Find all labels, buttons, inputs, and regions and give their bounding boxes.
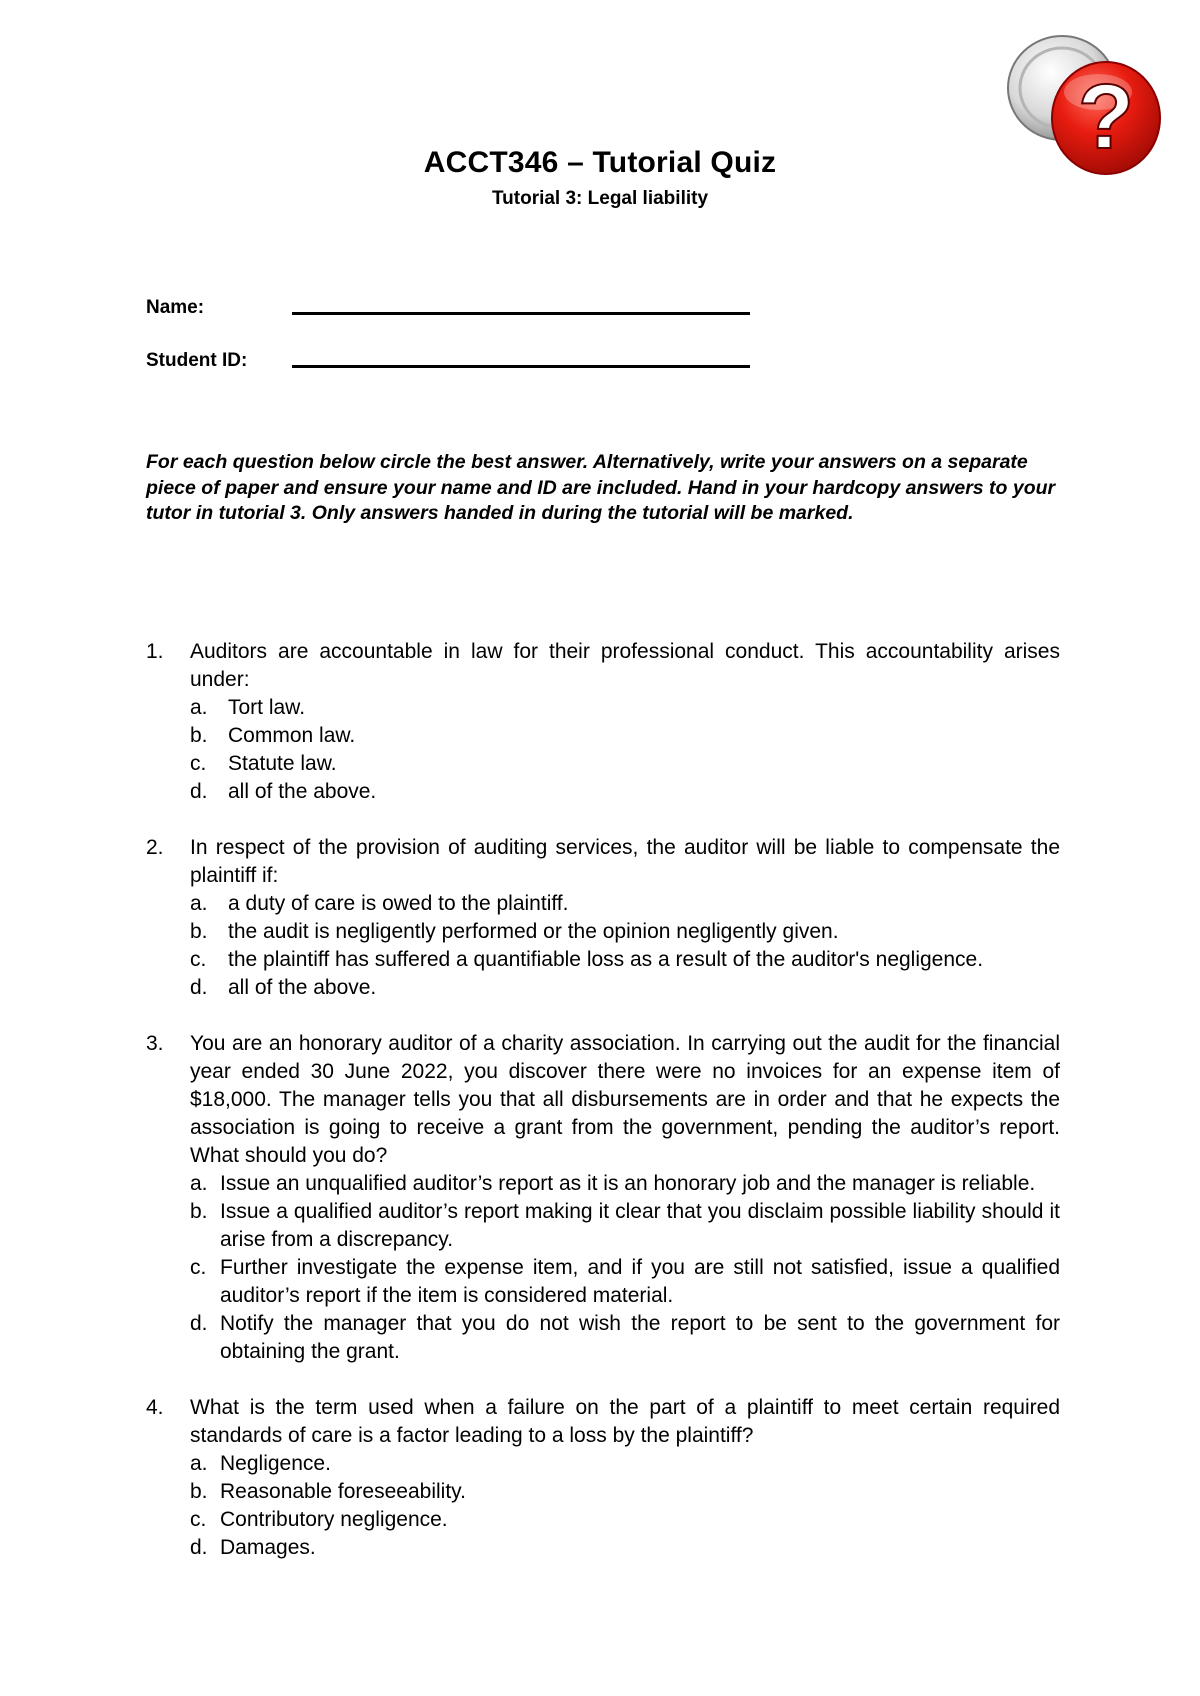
question-text: You are an honorary auditor of a charity association. In carrying out the audit for the financial year ended 30 June 2022, you discover there were no invoices for an expense item of $18,000. The manager tells you that all disbursements are in order and that he expects the association is going to receive a grant from the government, pending the auditor’s report. What should you do?: [190, 1032, 1060, 1167]
option-3c[interactable]: [190, 1254, 1060, 1310]
option-text: Issue a qualified auditor’s report making it clear that you disclaim possible liability should it arise from a discrepancy.: [220, 1200, 1060, 1251]
option-letter: a.: [190, 1452, 208, 1475]
option-2b[interactable]: [190, 918, 1060, 946]
option-letter: d.: [190, 976, 208, 999]
name-label: Name:: [146, 297, 205, 318]
option-4c[interactable]: [190, 1506, 1060, 1534]
instructions: For each question below circle the best answer. Alternatively, write your answers on a separate piece of paper and ensure your name and ID are included. Hand in your hardcopy answers to your tutor in tutorial 3. Only answers handed in during the tutorial will be marked.: [146, 451, 1056, 524]
option-4a[interactable]: [190, 1450, 1060, 1478]
question-list: [146, 638, 1060, 1590]
option-letter: c.: [190, 948, 207, 971]
question-2: [146, 834, 1060, 1002]
option-letter: d.: [190, 780, 208, 803]
option-letter: b.: [190, 920, 208, 943]
option-letter: b.: [190, 1480, 208, 1503]
option-letter: a.: [190, 696, 208, 719]
question-number: 3.: [146, 1032, 164, 1055]
option-1c[interactable]: [190, 750, 1060, 778]
question-text: Auditors are accountable in law for their professional conduct. This accountability arises under:: [190, 640, 1060, 691]
question-4: [146, 1394, 1060, 1562]
question-number: 2.: [146, 836, 164, 859]
option-text: Common law.: [228, 724, 356, 747]
option-text: Issue an unqualified auditor’s report as it is an honorary job and the manager is reliable.: [220, 1172, 1036, 1195]
option-letter: c.: [190, 1256, 207, 1279]
option-text: the audit is negligently performed or the opinion negligently given.: [228, 920, 839, 943]
option-letter: c.: [190, 1508, 207, 1531]
option-text: all of the above.: [228, 780, 377, 803]
option-text: Damages.: [220, 1536, 316, 1559]
option-letter: c.: [190, 752, 207, 775]
option-letter: d.: [190, 1312, 208, 1335]
option-3d[interactable]: [190, 1310, 1060, 1366]
option-text: Further investigate the expense item, and if you are still not satisfied, issue a qualified auditor’s report if the item is considered material.: [220, 1256, 1060, 1307]
option-text: Tort law.: [228, 696, 306, 719]
question-text: In respect of the provision of auditing services, the auditor will be liable to compensate the plaintiff if:: [190, 836, 1060, 887]
question-number: 1.: [146, 640, 164, 663]
option-2d[interactable]: [190, 974, 1060, 1002]
option-letter: b.: [190, 1200, 208, 1223]
option-1d[interactable]: [190, 778, 1060, 806]
option-letter: a.: [190, 892, 208, 915]
option-1a[interactable]: [190, 694, 1060, 722]
option-2c[interactable]: [190, 946, 1060, 974]
option-text: all of the above.: [228, 976, 377, 999]
question-text: What is the term used when a failure on the part of a plaintiff to meet certain required standards of care is a factor leading to a loss by the plaintiff?: [190, 1396, 1060, 1447]
option-4d[interactable]: [190, 1534, 1060, 1562]
option-text: Notify the manager that you do not wish the report to be sent to the government for obtaining the grant.: [220, 1312, 1060, 1363]
badge-glyph: ?: [1077, 66, 1135, 168]
option-letter: d.: [190, 1536, 208, 1559]
option-1b[interactable]: [190, 722, 1060, 750]
option-3a[interactable]: [190, 1170, 1060, 1198]
option-text: Negligence.: [220, 1452, 331, 1475]
option-text: the plaintiff has suffered a quantifiable loss as a result of the auditor's negligence.: [228, 948, 984, 971]
question-1: [146, 638, 1060, 806]
option-text: Statute law.: [228, 752, 337, 775]
name-field[interactable]: [146, 297, 750, 319]
question-3: [146, 1030, 1060, 1366]
question-number: 4.: [146, 1396, 164, 1419]
student-id-field[interactable]: [146, 350, 750, 372]
name-blank-line[interactable]: [292, 298, 750, 315]
option-3b[interactable]: [190, 1198, 1060, 1254]
option-2a[interactable]: [190, 890, 1060, 918]
option-text: Reasonable foreseeability.: [220, 1480, 466, 1503]
student-id-label: Student ID:: [146, 350, 248, 371]
option-4b[interactable]: [190, 1478, 1060, 1506]
option-text: a duty of care is owed to the plaintiff.: [228, 892, 569, 915]
option-letter: b.: [190, 724, 208, 747]
student-id-blank-line[interactable]: [292, 351, 750, 368]
page-title: ACCT346 – Tutorial Quiz: [423, 146, 777, 179]
option-letter: a.: [190, 1172, 208, 1195]
page-subtitle: Tutorial 3: Legal liability: [491, 188, 709, 209]
option-text: Contributory negligence.: [220, 1508, 448, 1531]
